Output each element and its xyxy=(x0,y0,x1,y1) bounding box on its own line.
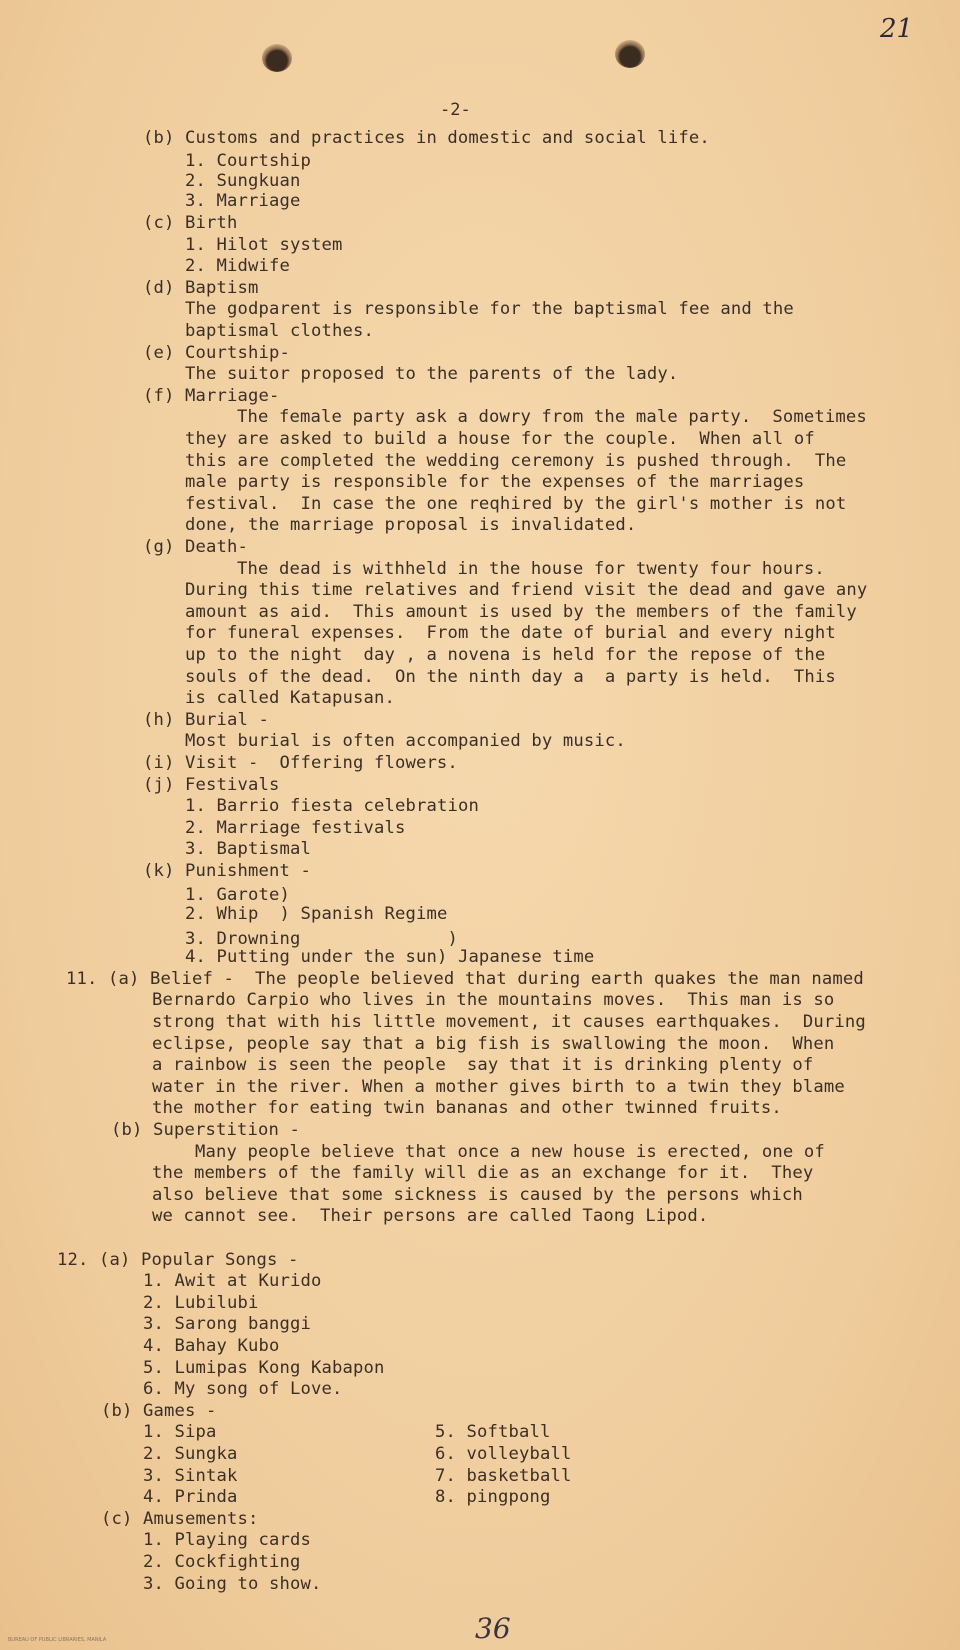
text-line: the mother for eating twin bananas and other twinned fruits. xyxy=(152,1098,782,1118)
text-line: 1. Sipa xyxy=(143,1422,217,1442)
text-line: for funeral expenses. From the date of burial and every night xyxy=(185,623,836,643)
text-line: 2. Lubilubi xyxy=(143,1293,259,1313)
text-line: also believe that some sickness is caused by the persons which xyxy=(152,1185,803,1205)
text-line: Many people believe that once a new house is erected, one of xyxy=(195,1142,825,1162)
text-line: 3. Sarong banggi xyxy=(143,1314,311,1334)
text-line: 12. (a) Popular Songs - xyxy=(57,1250,299,1270)
text-line: the members of the family will die as an exchange for it. They xyxy=(152,1163,814,1183)
text-line: (c) Birth xyxy=(143,213,238,233)
text-line: 2. Sungkuan xyxy=(185,171,301,191)
text-line: 4. Prinda xyxy=(143,1487,238,1507)
text-line: 1. Barrio fiesta celebration xyxy=(185,796,479,816)
text-line: (h) Burial - xyxy=(143,710,269,730)
text-line: this are completed the wedding ceremony is pushed through. The xyxy=(185,451,847,471)
text-line: 5. Lumipas Kong Kabapon xyxy=(143,1358,385,1378)
text-line: 1. Courtship xyxy=(185,151,311,171)
text-line: 3. Baptismal xyxy=(185,839,311,859)
text-line: up to the night day , a novena is held for the repose of the xyxy=(185,645,826,665)
text-line: The female party ask a dowry from the male party. Sometimes xyxy=(237,407,867,427)
punch-hole-left xyxy=(262,44,292,72)
text-line: done, the marriage proposal is invalidated. xyxy=(185,515,637,535)
text-line: 5. Softball xyxy=(435,1422,551,1442)
text-line: 7. basketball xyxy=(435,1466,572,1486)
text-line: (e) Courtship- xyxy=(143,343,290,363)
text-line: (g) Death- xyxy=(143,537,248,557)
text-line: (b) Games - xyxy=(101,1401,217,1421)
text-line: amount as aid. This amount is used by the members of the family xyxy=(185,602,857,622)
text-line: 8. pingpong xyxy=(435,1487,551,1507)
text-line: (j) Festivals xyxy=(143,775,280,795)
text-line: 2. Midwife xyxy=(185,256,290,276)
text-line: 3. Drowning ) xyxy=(185,929,458,949)
text-line: is called Katapusan. xyxy=(185,688,395,708)
text-line: (b) Customs and practices in domestic and social life. xyxy=(143,128,710,148)
text-line: 3. Going to show. xyxy=(143,1574,322,1594)
text-line: we cannot see. Their persons are called Taong Lipod. xyxy=(152,1206,709,1226)
text-line: 1. Garote) xyxy=(185,885,290,905)
text-line: Most burial is often accompanied by music. xyxy=(185,731,626,751)
text-line: The godparent is responsible for the baptismal fee and the xyxy=(185,299,794,319)
text-line: strong that with his little movement, it causes earthquakes. During xyxy=(152,1012,866,1032)
text-line: 2. Marriage festivals xyxy=(185,818,406,838)
punch-hole-right xyxy=(615,40,645,68)
text-line: they are asked to build a house for the couple. When all of xyxy=(185,429,815,449)
text-line: water in the river. When a mother gives birth to a twin they blame xyxy=(152,1077,845,1097)
text-line: 2. Whip ) Spanish Regime xyxy=(185,904,448,924)
text-line: During this time relatives and friend visit the dead and gave any xyxy=(185,580,868,600)
text-line: (k) Punishment - xyxy=(143,861,311,881)
text-line: (i) Visit - Offering flowers. xyxy=(143,753,458,773)
page-number: -2- xyxy=(440,100,471,120)
text-line: male party is responsible for the expenses of the marriages xyxy=(185,472,805,492)
text-line: (f) Marriage- xyxy=(143,386,280,406)
text-line: eclipse, people say that a big fish is swallowing the moon. When xyxy=(152,1034,835,1054)
text-line: 1. Playing cards xyxy=(143,1530,311,1550)
text-line: festival. In case the one reqhired by the girl's mother is not xyxy=(185,494,847,514)
text-line: 6. volleyball xyxy=(435,1444,572,1464)
text-line: (b) Superstition - xyxy=(111,1120,300,1140)
text-line: (d) Baptism xyxy=(143,278,259,298)
text-line: 4. Putting under the sun) Japanese time xyxy=(185,947,595,967)
text-line: baptismal clothes. xyxy=(185,321,374,341)
text-line: 6. My song of Love. xyxy=(143,1379,343,1399)
text-line: 2. Sungka xyxy=(143,1444,238,1464)
text-line: souls of the dead. On the ninth day a a party is held. This xyxy=(185,667,836,687)
text-line: Bernardo Carpio who lives in the mountains moves. This man is so xyxy=(152,990,835,1010)
footer-print: BUREAU OF PUBLIC LIBRARIES, MANILA xyxy=(8,1637,107,1643)
text-line: (c) Amusements: xyxy=(101,1509,259,1529)
text-line: The suitor proposed to the parents of the lady. xyxy=(185,364,679,384)
text-line: 4. Bahay Kubo xyxy=(143,1336,280,1356)
handwritten-folio-number: 21 xyxy=(880,14,914,44)
text-line: 1. Awit at Kurido xyxy=(143,1271,322,1291)
text-line: The dead is withheld in the house for twenty four hours. xyxy=(237,559,825,579)
text-line: 11. (a) Belief - The people believed that during earth quakes the man named xyxy=(66,969,864,989)
text-line: 3. Sintak xyxy=(143,1466,238,1486)
text-line: 2. Cockfighting xyxy=(143,1552,301,1572)
handwritten-page-number: 36 xyxy=(475,1612,511,1645)
text-line: 3. Marriage xyxy=(185,191,301,211)
text-line: a rainbow is seen the people say that it is drinking plenty of xyxy=(152,1055,814,1075)
text-line: 1. Hilot system xyxy=(185,235,343,255)
